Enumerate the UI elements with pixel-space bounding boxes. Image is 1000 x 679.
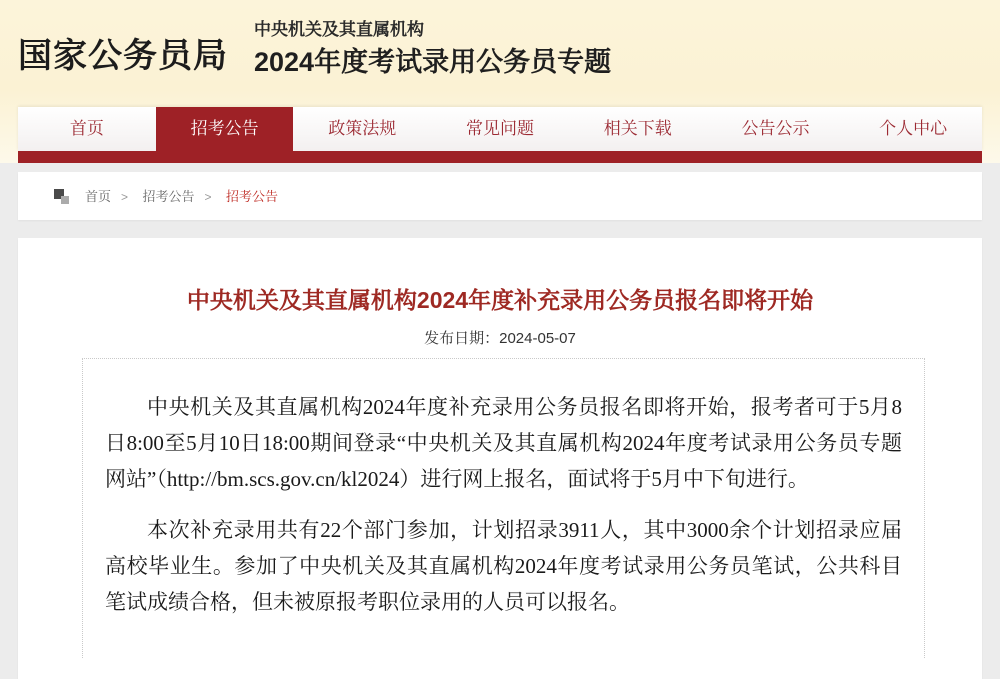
site-header [0,0,1000,163]
header-branding [0,0,1000,107]
nav-tab[interactable]: 招考公告 [156,107,294,163]
breadcrumb [18,172,982,220]
nav-tab[interactable]: 政策法规 [328,119,397,138]
site-subtitle [254,16,611,81]
article-paragraph: 本次补充录用共有22个部门参加，计划招录3911人，其中3000余个计划招录应届高校毕业生。参加了中央机关及其直属机构2024年度考试录用公务员笔试，公共科目笔试成绩合格，但未被原报考职位录用的人员可以报名。 [105,518,902,614]
article-paragraph: 中央机关及其直属机构2024年度补充录用公务员报名即将开始，报考者可于5月8日8:00至5月10日18:00期间登录“中央机关及其直属机构2024年度考试录用公务员专题网站”（http://bm.scs.gov.cn/kl2024）进行网上报名，面试将于5月中下旬进行。 [105,395,902,491]
breadcrumb-link[interactable]: 招考公告 > [142,189,221,204]
main-nav [18,107,982,163]
article-publish-date: 发布日期：2024-05-07 [424,330,576,347]
breadcrumb-link[interactable]: 招考公告 [225,189,278,204]
site-logo-text: 国家公务员局 [18,37,228,75]
article-body [82,358,925,658]
nav-tab[interactable]: 常见问题 [466,119,535,138]
nav-tab[interactable]: 个人中心 [879,119,948,138]
article-panel [18,238,982,679]
subtitle-line1: 中央机关及其直属机构 [254,20,424,39]
nav-tab[interactable]: 公告公示 [741,119,810,138]
nav-tab[interactable]: 相关下载 [603,119,672,138]
subtitle-line2: 2024年度考试录用公务员专题 [254,47,612,77]
breadcrumb-pages-icon [54,188,71,205]
breadcrumb-link[interactable]: 首页 > [85,189,138,204]
nav-bar [18,107,982,151]
article-title: 中央机关及其直属机构2024年度补充录用公务员报名即将开始 [186,287,814,313]
nav-tab[interactable]: 首页 [69,119,104,138]
breadcrumb-trail [85,186,278,206]
